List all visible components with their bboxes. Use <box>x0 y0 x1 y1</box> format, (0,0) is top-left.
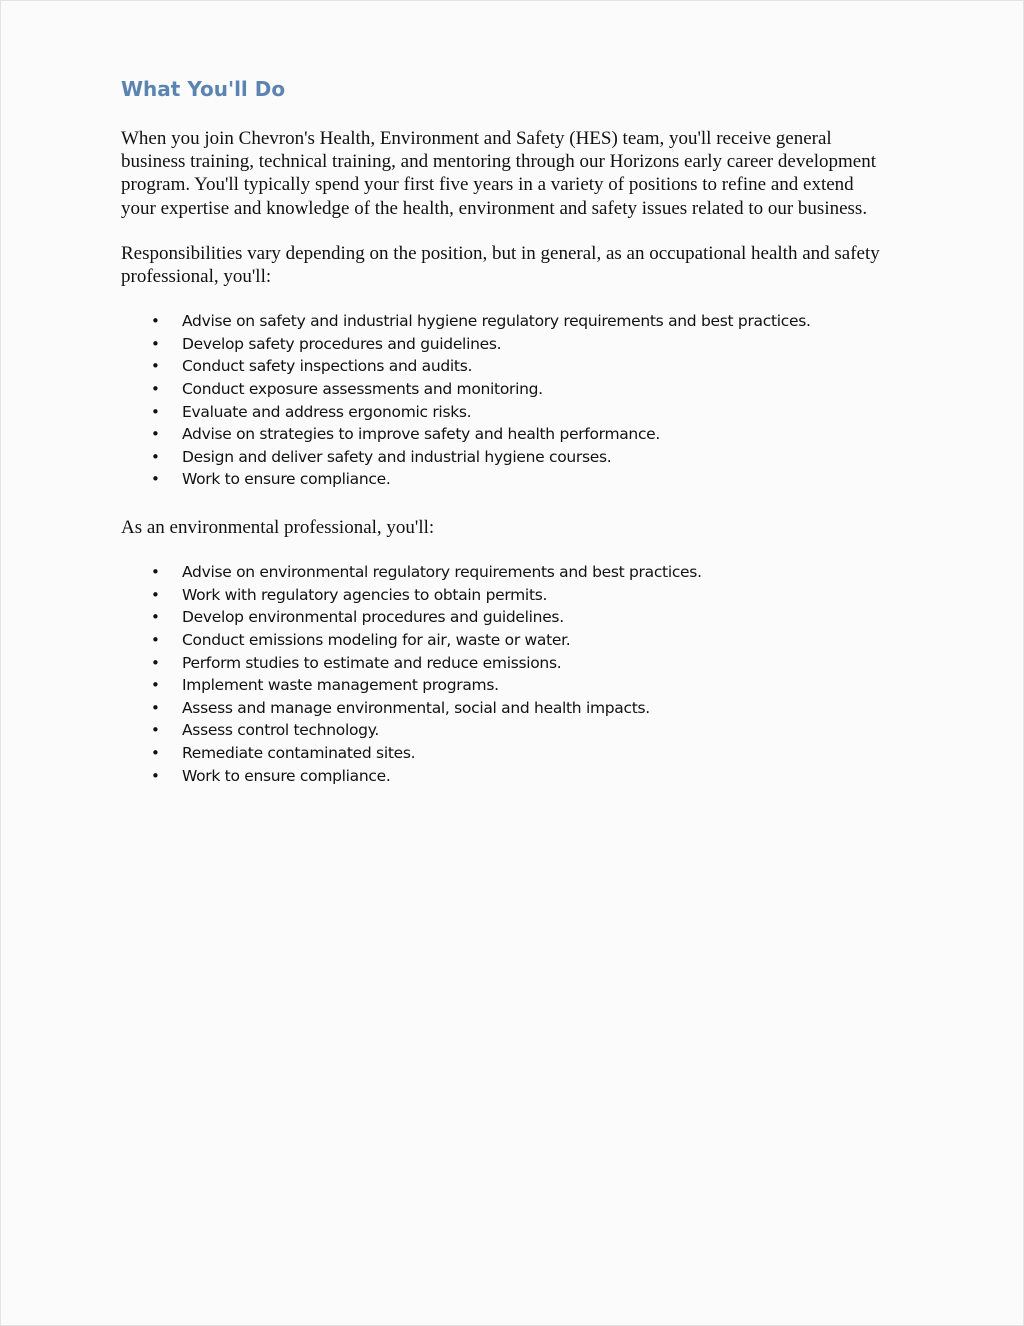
list-item <box>121 378 881 401</box>
bullet-icon: • <box>151 470 160 489</box>
list-item <box>121 765 881 788</box>
list-item <box>121 468 881 491</box>
list-item <box>121 401 881 424</box>
list-item-text: Implement waste management programs. <box>182 676 499 695</box>
bullet-icon: • <box>151 653 160 672</box>
list-item <box>121 697 881 720</box>
document-content <box>121 75 881 787</box>
list-item <box>121 446 881 469</box>
bullet-icon: • <box>151 334 160 353</box>
bullet-icon: • <box>151 698 160 717</box>
list-item <box>121 561 881 584</box>
list-item-text: Advise on safety and industrial hygiene regulatory requirements and best practices. <box>182 312 811 331</box>
bullet-icon: • <box>151 380 160 398</box>
bullet-icon: • <box>151 425 160 444</box>
list-item-text: Conduct emissions modeling for air, waste or water. <box>182 630 571 649</box>
list-item-text: Design and deliver safety and industrial hygiene courses. <box>182 447 612 466</box>
list-item <box>121 310 881 333</box>
bullet-icon: • <box>151 447 160 466</box>
page-title: What You'll Do <box>121 77 286 101</box>
list-item <box>121 719 881 742</box>
list-item-text: Assess control technology. <box>182 721 380 740</box>
health-safety-list <box>121 310 881 491</box>
list-item <box>121 652 881 675</box>
environmental-intro-paragraph: As an environmental professional, you'll: <box>121 516 435 538</box>
bullet-icon: • <box>151 630 160 649</box>
list-item-text: Advise on environmental regulatory requirements and best practices. <box>182 563 702 582</box>
bullet-icon: • <box>151 608 160 627</box>
intro-paragraph: When you join Chevron's Health, Environment and Safety (HES) team, you'll receive general business training, technical training, and mentoring through our Horizons early career development program. You'll typically spend your first five years in a variety of positions to refine and extend your expertise and knowledge of the health, environment and safety issues related to our business. <box>121 128 877 219</box>
environmental-list <box>121 561 881 787</box>
list-item-text: Conduct exposure assessments and monitoring. <box>182 380 543 398</box>
list-item-text: Perform studies to estimate and reduce emissions. <box>182 653 562 672</box>
list-item-text: Work with regulatory agencies to obtain permits. <box>182 585 548 604</box>
list-item-text: Remediate contaminated sites. <box>182 743 416 762</box>
list-item-text: Develop safety procedures and guidelines. <box>182 334 502 353</box>
bullet-icon: • <box>151 743 160 762</box>
list-item <box>121 674 881 697</box>
bullet-icon: • <box>151 676 160 695</box>
list-item <box>121 355 881 378</box>
bullet-icon: • <box>151 312 160 331</box>
bullet-icon: • <box>151 563 160 582</box>
list-item-text: Conduct safety inspections and audits. <box>182 357 473 376</box>
bullet-icon: • <box>151 585 160 604</box>
list-item-text: Assess and manage environmental, social and health impacts. <box>182 698 650 717</box>
bullet-icon: • <box>151 766 160 785</box>
list-item-text: Work to ensure compliance. <box>182 766 391 785</box>
list-item <box>121 333 881 356</box>
bullet-icon: • <box>151 721 160 740</box>
list-item <box>121 629 881 652</box>
list-item <box>121 584 881 607</box>
bullet-icon: • <box>151 402 160 421</box>
responsibilities-intro-paragraph: Responsibilities vary depending on the position, but in general, as an occupational health and safety professional, you'll: <box>121 242 880 288</box>
bullet-icon: • <box>151 357 160 376</box>
list-item <box>121 423 881 446</box>
list-item-text: Develop environmental procedures and guidelines. <box>182 608 564 627</box>
list-item-text: Evaluate and address ergonomic risks. <box>182 402 472 421</box>
list-item <box>121 606 881 629</box>
list-item <box>121 742 881 765</box>
list-item-text: Work to ensure compliance. <box>182 470 391 489</box>
list-item-text: Advise on strategies to improve safety and health performance. <box>182 425 661 444</box>
